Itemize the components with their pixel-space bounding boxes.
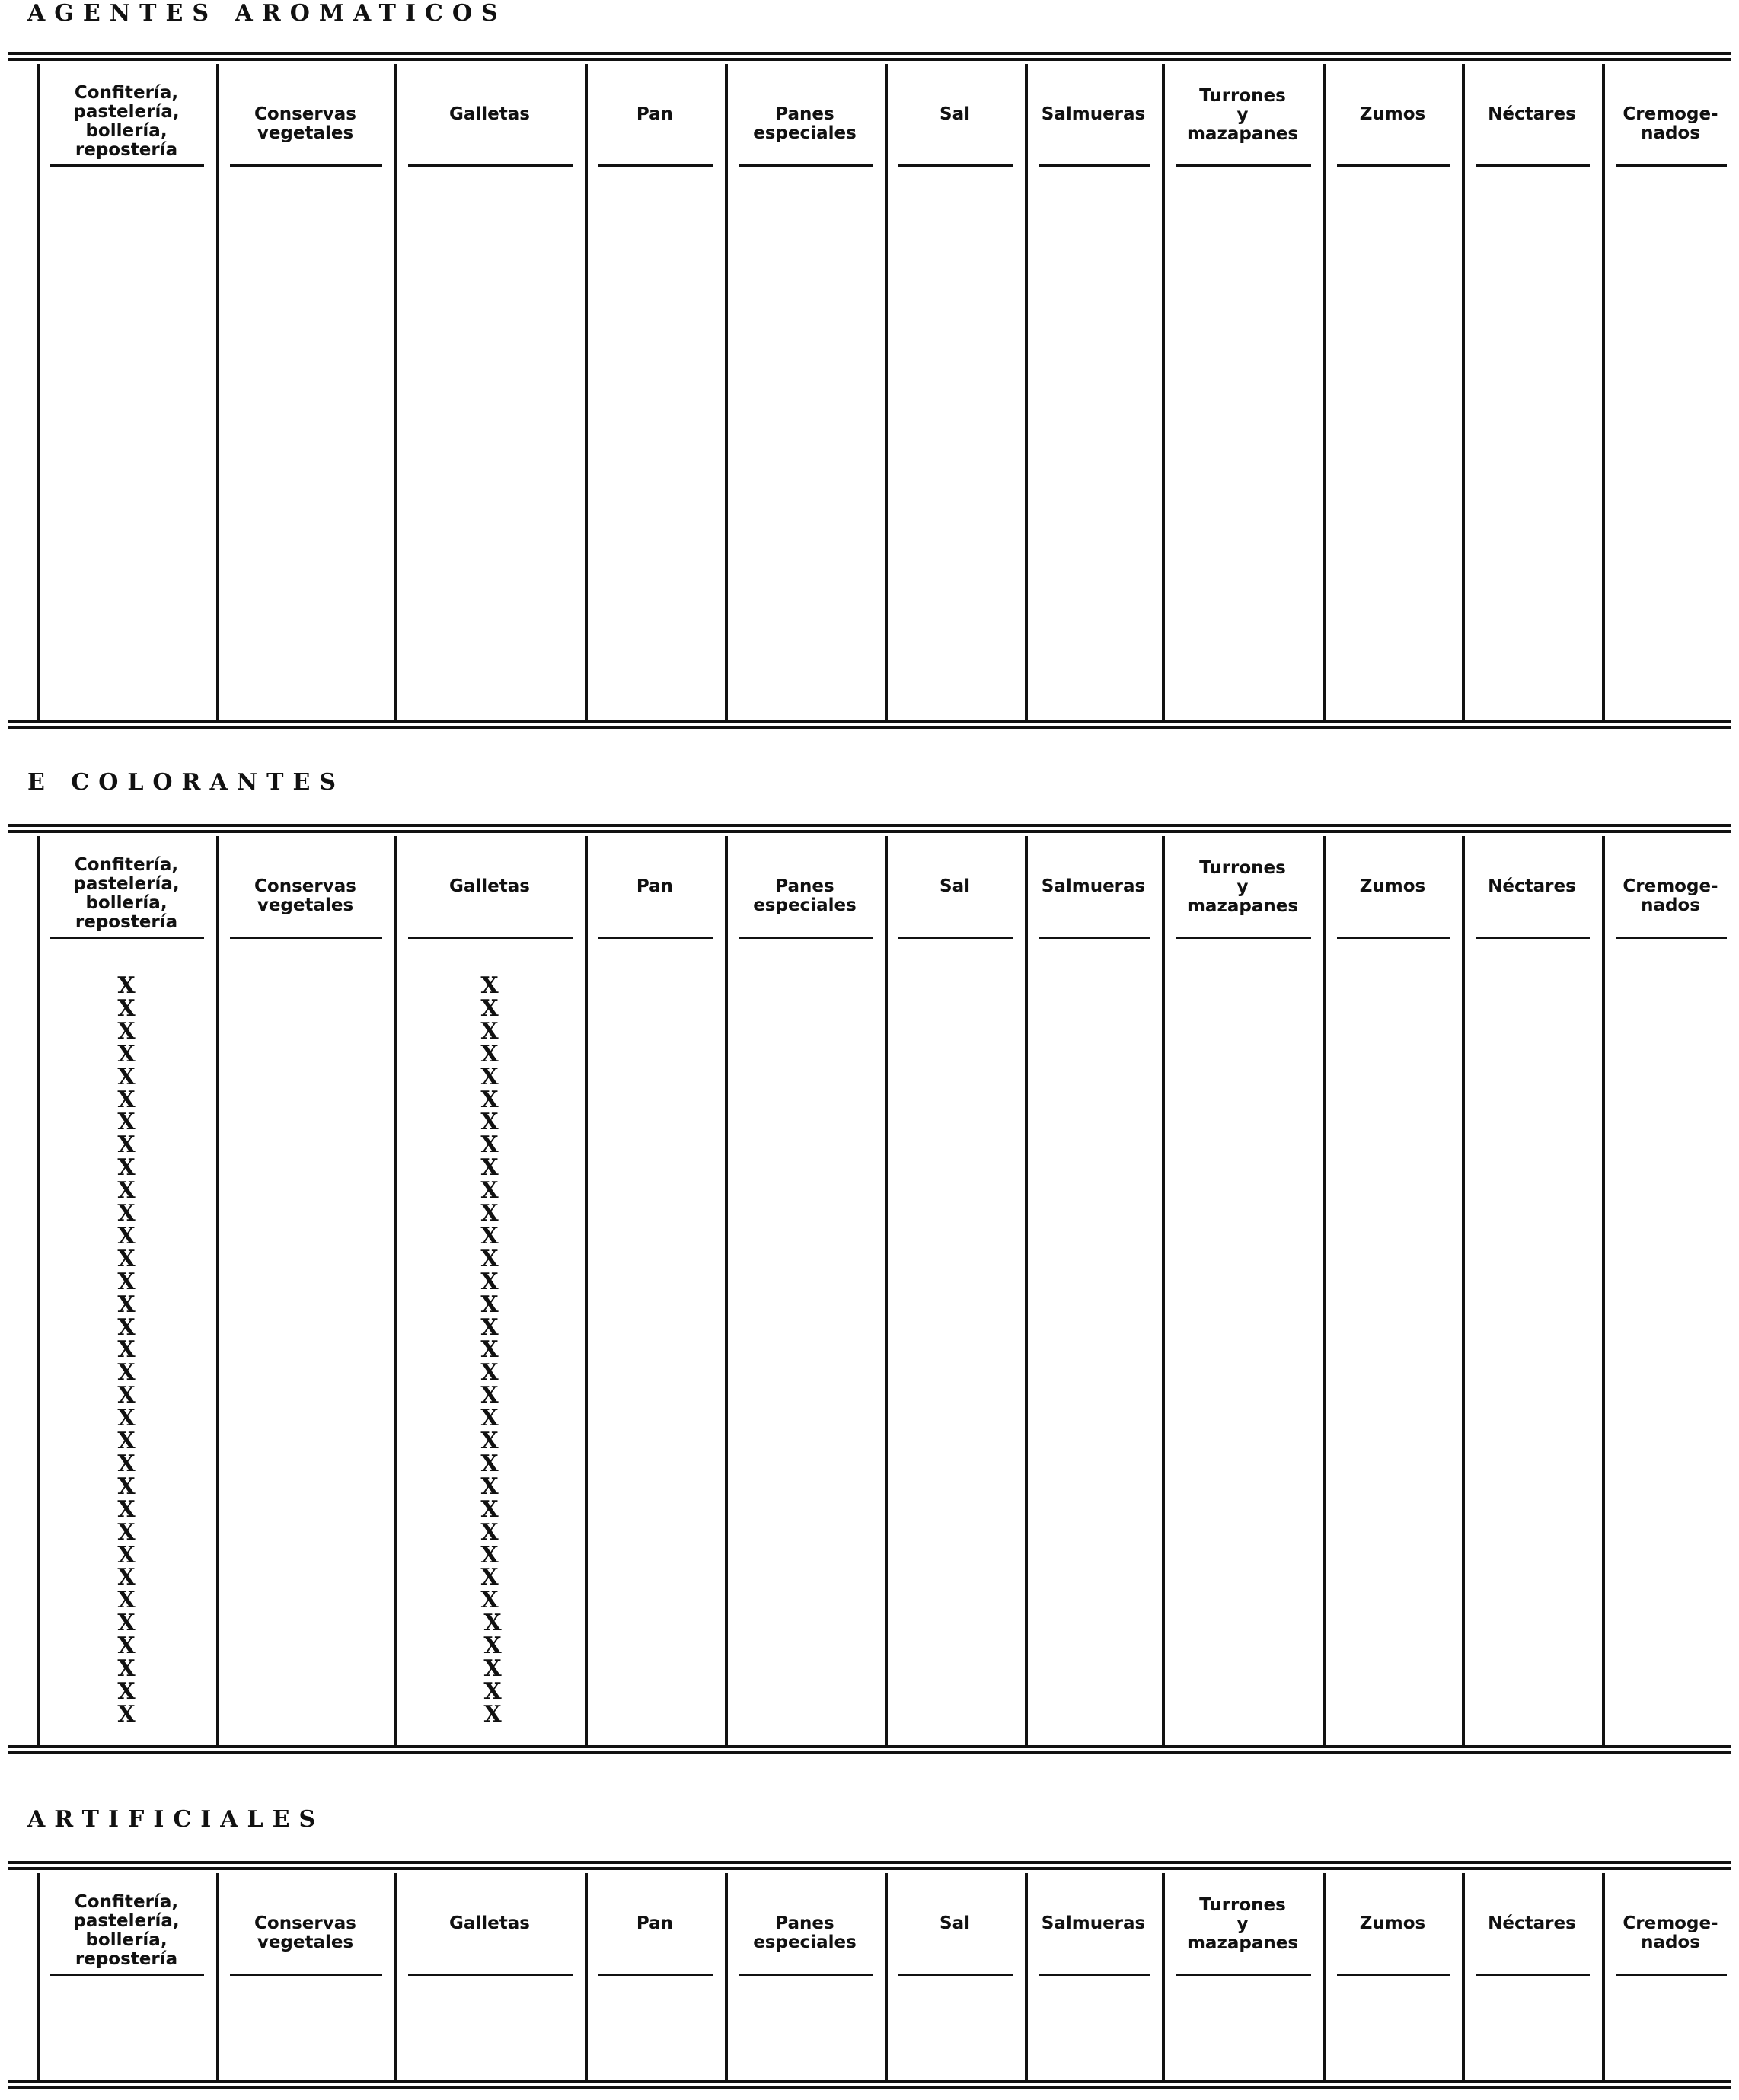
x-mark: X [480,1473,499,1500]
x-mark: X [480,1518,499,1546]
table-section [0,1806,1739,2100]
column-header-line: Turrones [1199,86,1286,106]
header-underline [898,1974,1013,1976]
header-underline [1039,164,1150,167]
column-divider [585,64,588,720]
header-underline [230,1974,382,1976]
section-title: ARTIFICIALES [27,1806,325,1833]
column-header-line: pastelería, [73,874,180,894]
x-mark: X [117,1700,136,1728]
x-mark: X [480,1428,499,1454]
column-header [1607,105,1734,143]
column-header [1466,1914,1597,1933]
column-divider [1323,1873,1326,2080]
column-header-line: Cremoge- [1623,876,1718,896]
x-mark: X [480,972,499,999]
x-mark: X [483,1610,502,1637]
column-header-line: y [1236,1914,1249,1934]
column-divider [37,836,40,1745]
x-mark: X [117,1382,136,1409]
column-divider [1462,64,1465,720]
header-underline [1176,937,1311,939]
header-underline [598,1974,713,1976]
header-underline [50,164,204,167]
x-mark: X [480,1291,499,1318]
column-header-line: Pan [636,876,674,896]
column-header-line: Cremoge- [1623,104,1718,124]
header-underline [1337,1974,1450,1976]
x-mark: X [480,1200,499,1227]
column-divider [1025,1873,1028,2080]
header-underline [50,1974,204,1976]
x-mark: X [480,1154,499,1182]
column-header-line: repostería [75,140,178,160]
header-underline [230,164,382,167]
x-mark: X [480,1382,499,1409]
x-mark: X [117,1291,136,1318]
header-underline [1039,937,1150,939]
column-divider [585,836,588,1745]
column-header-line: Confitería, [74,1892,179,1912]
column-header-line: mazapanes [1186,124,1299,144]
header-underline [1616,1974,1727,1976]
x-mark: X [117,1587,136,1614]
column-divider [1602,836,1605,1745]
column-header [589,105,720,124]
column-header-line: Turrones [1199,858,1286,878]
header-underline [598,937,713,939]
x-mark: X [117,1405,136,1432]
column-divider [585,1873,588,2080]
column-header [41,856,212,932]
column-header [589,877,720,896]
column-header-line: pastelería, [73,1911,180,1931]
column-divider [885,1873,888,2080]
x-mark: X [483,1655,502,1682]
header-underline [739,937,873,939]
column-header [399,105,580,124]
column-divider [1462,836,1465,1745]
x-mark: X [483,1700,502,1728]
column-divider [885,64,888,720]
header-underline [1176,164,1311,167]
column-header-line: y [1236,105,1249,125]
x-mark: X [117,1177,136,1205]
table-grid [0,1873,1739,2080]
column-header-line: Salmueras [1041,104,1146,124]
column-header [1166,87,1319,144]
x-mark: X [117,1450,136,1477]
header-underline [408,937,573,939]
header-underline [230,937,382,939]
column-header [1466,105,1597,124]
x-mark: X [117,1109,136,1136]
column-header-line: repostería [75,912,178,932]
header-underline [1039,1974,1150,1976]
column-header-line: Conservas [254,876,356,896]
table-grid [0,64,1739,720]
table-bottom-rule [8,720,1731,729]
x-mark: X [117,972,136,999]
x-mark: X [117,1222,136,1249]
x-mark: X [480,1268,499,1295]
x-mark: X [480,1541,499,1569]
header-underline [1476,937,1590,939]
column-header-line: vegetales [257,895,354,915]
column-header-line: bollería, [85,893,168,913]
header-underline [1616,164,1727,167]
header-underline [50,937,204,939]
column-header [399,1914,580,1933]
column-header-line: especiales [753,123,857,143]
column-header [221,105,390,143]
x-mark: X [480,1086,499,1113]
x-mark: X [117,1495,136,1523]
column-header [1029,105,1157,124]
column-divider [1162,836,1165,1745]
column-header-line: bollería, [85,121,168,141]
x-mark: X [117,1677,136,1705]
column-divider [1602,1873,1605,2080]
x-mark: X [117,1154,136,1182]
column-divider [1162,1873,1165,2080]
column-header-line: Galletas [449,876,530,896]
column-header [1328,105,1457,124]
table-grid [0,836,1739,1745]
column-header-line: Néctares [1488,104,1576,124]
column-divider [37,1873,40,2080]
column-header-line: Panes [775,876,834,896]
table-top-rule [8,824,1731,833]
x-mark: X [117,1359,136,1387]
column-header-line: repostería [75,1949,178,1969]
column-header [889,105,1020,124]
column-header-line: especiales [753,895,857,915]
column-header-line: vegetales [257,1932,354,1952]
column-divider [216,836,219,1745]
x-mark: X [117,1428,136,1454]
x-mark: X [117,1655,136,1682]
section-title: AGENTES AROMATICOS [27,0,507,27]
header-underline [1337,937,1450,939]
column-header-line: nados [1641,123,1700,143]
column-header-line: mazapanes [1186,896,1299,916]
column-header-line: Zumos [1359,1913,1426,1933]
header-underline [898,164,1013,167]
column-header [1466,877,1597,896]
column-header-line: Confitería, [74,855,179,875]
x-mark: X [117,1017,136,1045]
column-header-line: Sal [940,1913,970,1933]
column-header-line: Salmueras [1041,1913,1146,1933]
x-mark: X [480,994,499,1022]
x-mark: X [117,1086,136,1113]
column-header-line: Pan [636,1913,674,1933]
column-divider [1462,1873,1465,2080]
x-mark: X [480,1359,499,1387]
table-bottom-rule [8,2080,1731,2089]
column-header [399,877,580,896]
x-mark: X [117,1313,136,1341]
column-header-line: Conservas [254,1913,356,1933]
column-divider [1323,836,1326,1745]
column-header [1166,1896,1319,1953]
column-header-line: Zumos [1359,876,1426,896]
column-header [41,1893,212,1969]
table-top-rule [8,1861,1731,1870]
column-divider [37,64,40,720]
column-header-line: Pan [636,104,674,124]
column-header-line: Néctares [1488,876,1576,896]
column-header-line: Confitería, [74,83,179,103]
column-divider [1602,64,1605,720]
column-header [729,1914,880,1952]
section-title: E COLORANTES [27,769,346,796]
column-header-line: Panes [775,104,834,124]
column-header-line: Néctares [1488,1913,1576,1933]
x-mark: X [480,1131,499,1159]
column-header-line: Conservas [254,104,356,124]
header-underline [1476,1974,1590,1976]
column-header-line: especiales [753,1932,857,1952]
column-header-line: bollería, [85,1930,168,1950]
column-header-line: Panes [775,1913,834,1933]
x-mark: X [480,1040,499,1068]
header-underline [598,164,713,167]
header-underline [1337,164,1450,167]
header-underline [739,1974,873,1976]
x-mark: X [117,1040,136,1068]
column-header [729,105,880,143]
x-mark: X [117,1541,136,1569]
x-mark: X [480,1587,499,1614]
column-header-line: nados [1641,895,1700,915]
column-divider [725,64,728,720]
column-header-line: nados [1641,1932,1700,1952]
x-mark: X [480,1564,499,1591]
column-divider [885,836,888,1745]
column-header [1029,877,1157,896]
column-header [1328,877,1457,896]
column-header-line: Sal [940,104,970,124]
header-underline [408,1974,573,1976]
x-mark: X [117,1564,136,1591]
column-header [889,877,1020,896]
column-header-line: Cremoge- [1623,1913,1718,1933]
x-mark: X [117,1336,136,1364]
column-divider [216,1873,219,2080]
column-header-line: Galletas [449,1913,530,1933]
column-header-line: Turrones [1199,1895,1286,1915]
x-mark: X [117,994,136,1022]
column-divider [394,64,397,720]
column-header-line: pastelería, [73,102,180,122]
column-header [1029,1914,1157,1933]
column-divider [216,64,219,720]
column-divider [394,836,397,1745]
column-header [729,877,880,915]
header-underline [408,164,573,167]
table-section [0,769,1739,1765]
x-mark: X [117,1473,136,1500]
column-header-line: y [1236,877,1249,897]
column-divider [725,836,728,1745]
x-mark: X [480,1450,499,1477]
x-mark: X [480,1405,499,1432]
x-mark: X [480,1222,499,1249]
column-header [221,877,390,915]
column-header-line: Salmueras [1041,876,1146,896]
column-header-line: mazapanes [1186,1933,1299,1953]
x-mark: X [480,1109,499,1136]
header-underline [1616,937,1727,939]
x-mark: X [117,1131,136,1159]
column-header [41,84,212,160]
x-mark: X [117,1268,136,1295]
x-mark: X [480,1313,499,1341]
header-underline [1476,164,1590,167]
x-mark: X [480,1336,499,1364]
header-underline [739,164,873,167]
header-underline [1176,1974,1311,1976]
header-underline [898,937,1013,939]
column-header [1328,1914,1457,1933]
column-header-line: Sal [940,876,970,896]
column-divider [725,1873,728,2080]
x-mark: X [483,1632,502,1660]
x-mark: X [117,1200,136,1227]
column-divider [1323,64,1326,720]
column-header [221,1914,390,1952]
x-mark: X [117,1610,136,1637]
x-mark: X [117,1245,136,1272]
table-bottom-rule [8,1745,1731,1754]
x-mark: X [480,1177,499,1205]
x-mark: X [480,1017,499,1045]
table-top-rule [8,52,1731,61]
column-header [1607,877,1734,915]
column-header [1166,859,1319,916]
column-header-line: Zumos [1359,104,1426,124]
x-mark: X [480,1063,499,1090]
column-header [589,1914,720,1933]
column-divider [1025,64,1028,720]
x-mark: X [117,1063,136,1090]
column-header [889,1914,1020,1933]
x-mark: X [117,1518,136,1546]
column-header-line: Galletas [449,104,530,124]
x-mark: X [480,1245,499,1272]
column-divider [1025,836,1028,1745]
x-mark: X [483,1677,502,1705]
x-mark: X [480,1495,499,1523]
column-header-line: vegetales [257,123,354,143]
column-divider [1162,64,1165,720]
column-header [1607,1914,1734,1952]
column-divider [394,1873,397,2080]
table-section [0,0,1739,740]
x-mark: X [117,1632,136,1660]
